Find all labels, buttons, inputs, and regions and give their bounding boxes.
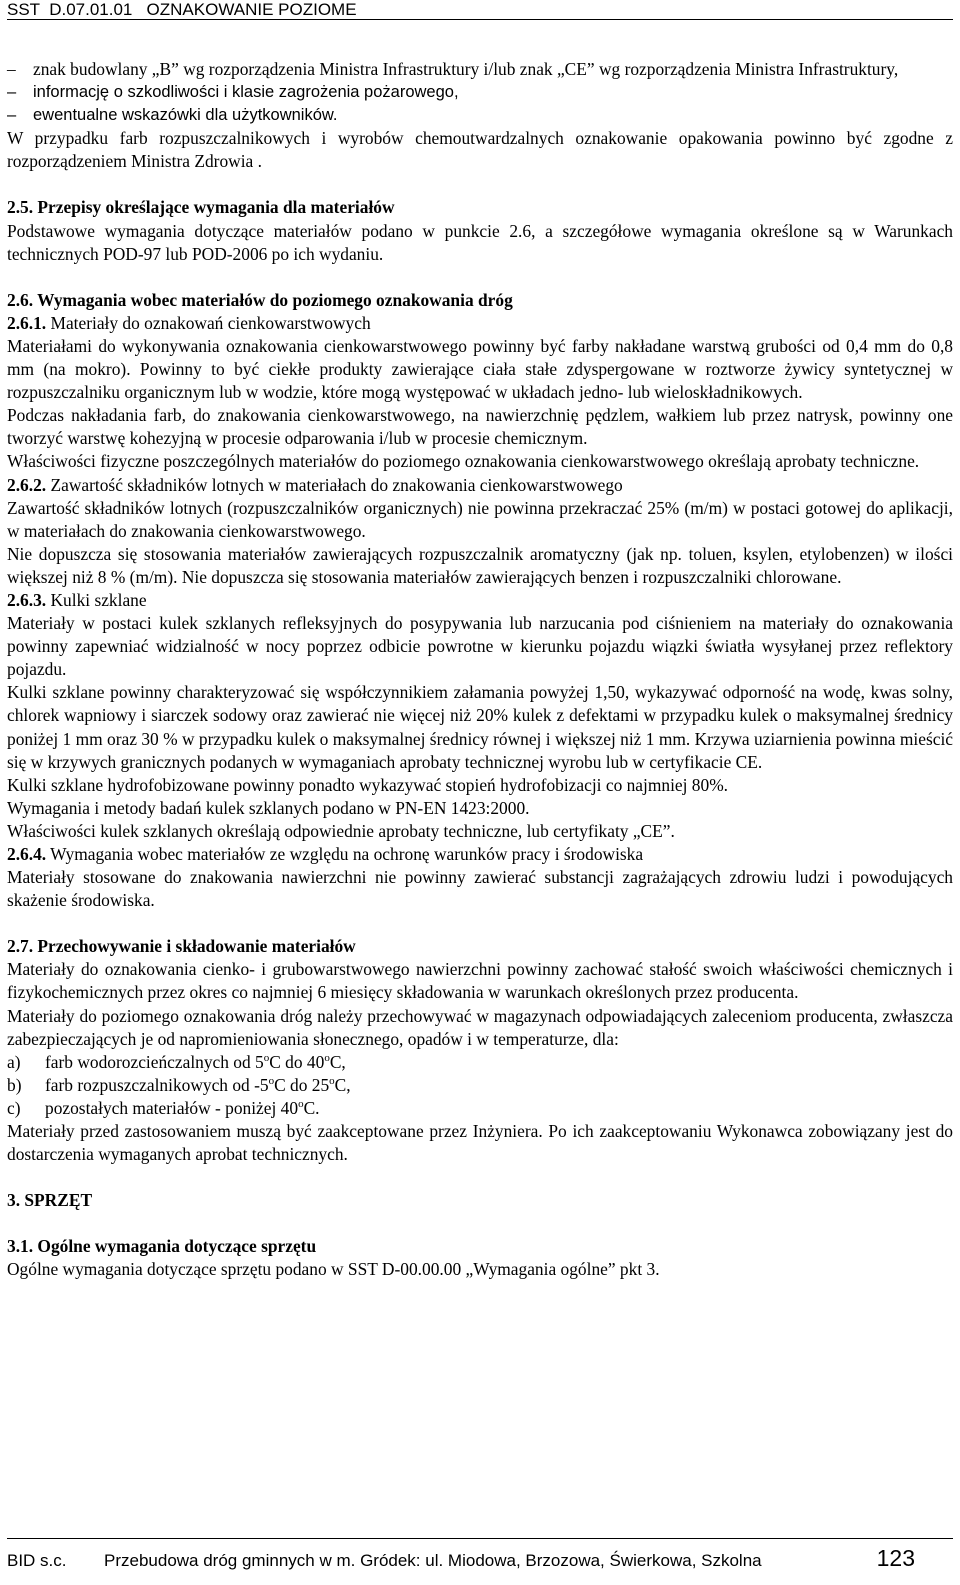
heading-2-5-text: 2.5. Przepisy określające wymagania dla materiałów: [7, 197, 395, 218]
page-header-title: SST D.07.01.01 OZNAKOWANIE POZIOME: [7, 0, 357, 19]
heading-2-6-3: [7, 589, 953, 612]
bullet-ce-mark: – znak budowlany „B” wg rozporządzenia Ministra Infrastruktury i/lub znak „CE” wg rozporządzenia Ministra Infrastruktury,: [7, 58, 953, 81]
paragraph-2-6-3-b: Kulki szklane powinny charakteryzować się współczynnikiem załamania powyżej 1,50, wykazywać odporność na wodę, kwas solny, chlorek wapniowy i siarczek sodowy oraz zawierać nie więcej niż 20% kulek z defektami w przypadku kulek o maksymalnej średnicy poniżej 1 mm oraz 30 % w przypadku kulek o maksymalnej średnicy równej i większej niż 1 mm. Krzywa uziarnienia powinna mieścić się w krzywych granicznych podanych w wymaganiach aprobaty technicznej wyrobu lub w certyfikacie CE.: [7, 682, 953, 772]
heading-3-1: [7, 1235, 953, 1258]
heading-2-6: [7, 289, 953, 312]
heading-3: [7, 1189, 953, 1212]
paragraph-2-7-c: Materiały przed zastosowaniem muszą być zaakceptowane przez Inżyniera. Po ich zaakceptowaniu Wykonawca zobowiązany jest do dostarczenia wymaganych aprobat technicznych.: [7, 1121, 953, 1165]
list-item-a-label: a): [7, 1051, 21, 1072]
list-item-c-label: c): [7, 1097, 21, 1118]
paragraph-2-6-3-e: Właściwości kulek szklanych określają odpowiednie aprobaty techniczne, lub certyfikaty „CE”.: [7, 820, 675, 841]
heading-2-7-text: 2.7. Przechowywanie i składowanie materiałów: [7, 936, 356, 957]
paragraph-2-7-a: Materiały do oznakowania cienko- i grubowarstwowego nawierzchni powinny zachować stałość swoich właściwości chemicznych i fizykochemicznych przez okres co najmniej 6 miesięcy składowania w warunkach określonych przez producenta.: [7, 959, 953, 1003]
paragraph-2-6-1-a: Materiałami do wykonywania oznakowania cienkowarstwowego powinny być farby nakładane warstwą grubości od 0,4 mm do 0,8 mm (na mokro). Powinny to być ciekłe produkty zawierające ciała stałe zdyspergowane w roztworze żywicy syntetycznej w rozpuszczalniku organicznym lub w wodzie, które mogą występować w układach jedno- lub wieloskładnikowych.: [7, 335, 953, 403]
heading-2-6-1: [7, 312, 953, 335]
footer-company: BID s.c.: [7, 1551, 67, 1570]
heading-2-6-1-number: 2.6.1.: [7, 312, 47, 333]
heading-2-6-4-text: Wymagania wobec materiałów ze względu na ochronę warunków pracy i środowiska: [46, 844, 644, 864]
paragraph-2-6-4: Materiały stosowane do znakowania nawierzchni nie powinny zawierać substancji zagrażających zdrowiu ludzi i powodujących skażenie środowiska.: [7, 867, 953, 911]
page-footer: [7, 1545, 953, 1571]
list-item-b-mid: C do 25: [274, 1074, 330, 1095]
degree-symbol: o: [263, 1051, 270, 1064]
page-number: 123: [876, 1545, 915, 1571]
bullet-hazard-info: – informację o szkodliwości i klasie zagrożenia pożarowego,: [7, 81, 953, 104]
list-item-b-end: C,: [334, 1074, 351, 1095]
heading-2-7: [7, 935, 953, 958]
list-item-a-end: C,: [329, 1051, 346, 1072]
list-item-b: [7, 1074, 953, 1097]
heading-2-6-3-text: Kulki szklane: [46, 589, 147, 610]
paragraph-2-5: Podstawowe wymagania dotyczące materiałów podano w punkcie 2.6, a szczegółowe wymagania określone są w Warunkach technicznych POD-97 lub POD-2006 po ich wydaniu.: [7, 220, 953, 264]
list-item-a-mid: C do 40: [269, 1051, 325, 1072]
paragraph-2-6-2-a: Zawartość składników lotnych (rozpuszczalników organicznych) nie powinna przekraczać 25% (m/m) w postaci gotowej do aplikacji, w materiałach do znakowania cienkowarstwowego.: [7, 497, 953, 541]
heading-3-1-text: 3.1. Ogólne wymagania dotyczące sprzętu: [7, 1236, 317, 1257]
paragraph-2-6-3-a: Materiały w postaci kulek szklanych refleksyjnych do posypywania lub narzucania pod ciśnieniem na materiały do oznakowania powinny zapewniać widzialność w nocy poprzez odbicie powrotne w kierunku pojazdu wiązki światła wysyłanej przez reflektory pojazdu.: [7, 613, 953, 680]
paragraph-2-6-1-b: Podczas nakładania farb, do znakowania cienkowarstwowego, na nawierzchnię pędzlem, wałkiem lub przez natrysk, powinny one tworzyć warstwę kohezyjną w procesie odparowania i/lub w procesie chemicznym.: [7, 405, 953, 449]
heading-2-6-3-number: 2.6.3.: [7, 589, 47, 610]
heading-2-6-4: [7, 843, 953, 866]
list-item-b-label: b): [7, 1074, 22, 1095]
footer-project: Przebudowa dróg gminnych w m. Gródek: ul. Miodowa, Brzozowa, Świerkowa, Szkolna: [104, 1551, 762, 1570]
degree-symbol: o: [324, 1051, 330, 1064]
heading-2-6-4-number: 2.6.4.: [7, 844, 47, 864]
heading-2-6-2-number: 2.6.2.: [7, 474, 47, 495]
list-item-c: [7, 1097, 953, 1120]
degree-symbol: o: [298, 1097, 304, 1110]
heading-2-6-2: [7, 474, 953, 497]
bullet-user-guidance: – ewentualne wskazówki dla użytkowników.: [7, 104, 953, 127]
list-item-c-text: pozostałych materiałów - poniżej 40: [45, 1097, 299, 1118]
paragraph-solvent-paints: W przypadku farb rozpuszczalnikowych i wyrobów chemoutwardzalnych oznakowanie opakowania powinno być zgodne z rozporządzeniem Ministra Zdrowia .: [7, 128, 953, 172]
list-item-a-text: farb wodorozcieńczalnych od 5: [45, 1051, 264, 1072]
paragraph-2-6-3-c: Kulki szklane hydrofobizowane powinny ponadto wykazywać stopień hydrofobizacji co najmniej 80%.: [7, 774, 729, 795]
heading-2-6-2-text: Zawartość składników lotnych w materiałach do znakowania cienkowarstwowego: [46, 474, 623, 495]
footer-divider: [7, 1538, 953, 1539]
document-body: [7, 58, 953, 1282]
heading-3-text: 3. SPRZĘT: [7, 1190, 93, 1211]
header-divider: [7, 19, 953, 20]
heading-2-5: [7, 196, 953, 219]
paragraph-2-7-b: Materiały do poziomego oznakowania dróg należy przechowywać w magazynach odpowiadających zaleceniom producenta, zwłaszcza zabezpieczających je od napromieniowania słonecznego, opadów i w temperaturze, dla:: [7, 1005, 953, 1049]
paragraph-2-6-1-c: Właściwości fizyczne poszczególnych materiałów do poziomego oznakowania cienkowarstwowego określają aprobaty techniczne.: [7, 451, 920, 472]
heading-2-6-text: 2.6. Wymagania wobec materiałów do poziomego oznakowania dróg: [7, 289, 513, 310]
heading-2-6-1-text: Materiały do oznakowań cienkowarstwowych: [46, 312, 371, 333]
degree-symbol: o: [268, 1074, 275, 1087]
degree-symbol: o: [329, 1074, 335, 1087]
paragraph-2-6-3-d: Wymagania i metody badań kulek szklanych podano w PN-EN 1423:2000.: [7, 797, 530, 818]
list-item-a: [7, 1051, 953, 1074]
paragraph-2-6-2-b: Nie dopuszcza się stosowania materiałów zawierających rozpuszczalnik aromatyczny (jak np. toluen, ksylen, etylobenzen) w ilości większej niż 8 % (m/m). Nie dopuszcza się stosowania materiałów zawierających benzen i rozpuszczalniki chlorowane.: [7, 543, 953, 587]
list-item-c-end: C.: [303, 1097, 320, 1118]
paragraph-3-1: Ogólne wymagania dotyczące sprzętu podano w SST D-00.00.00 „Wymagania ogólne” pkt 3.: [7, 1259, 660, 1280]
list-item-b-text: farb rozpuszczalnikowych od -5: [45, 1074, 269, 1095]
